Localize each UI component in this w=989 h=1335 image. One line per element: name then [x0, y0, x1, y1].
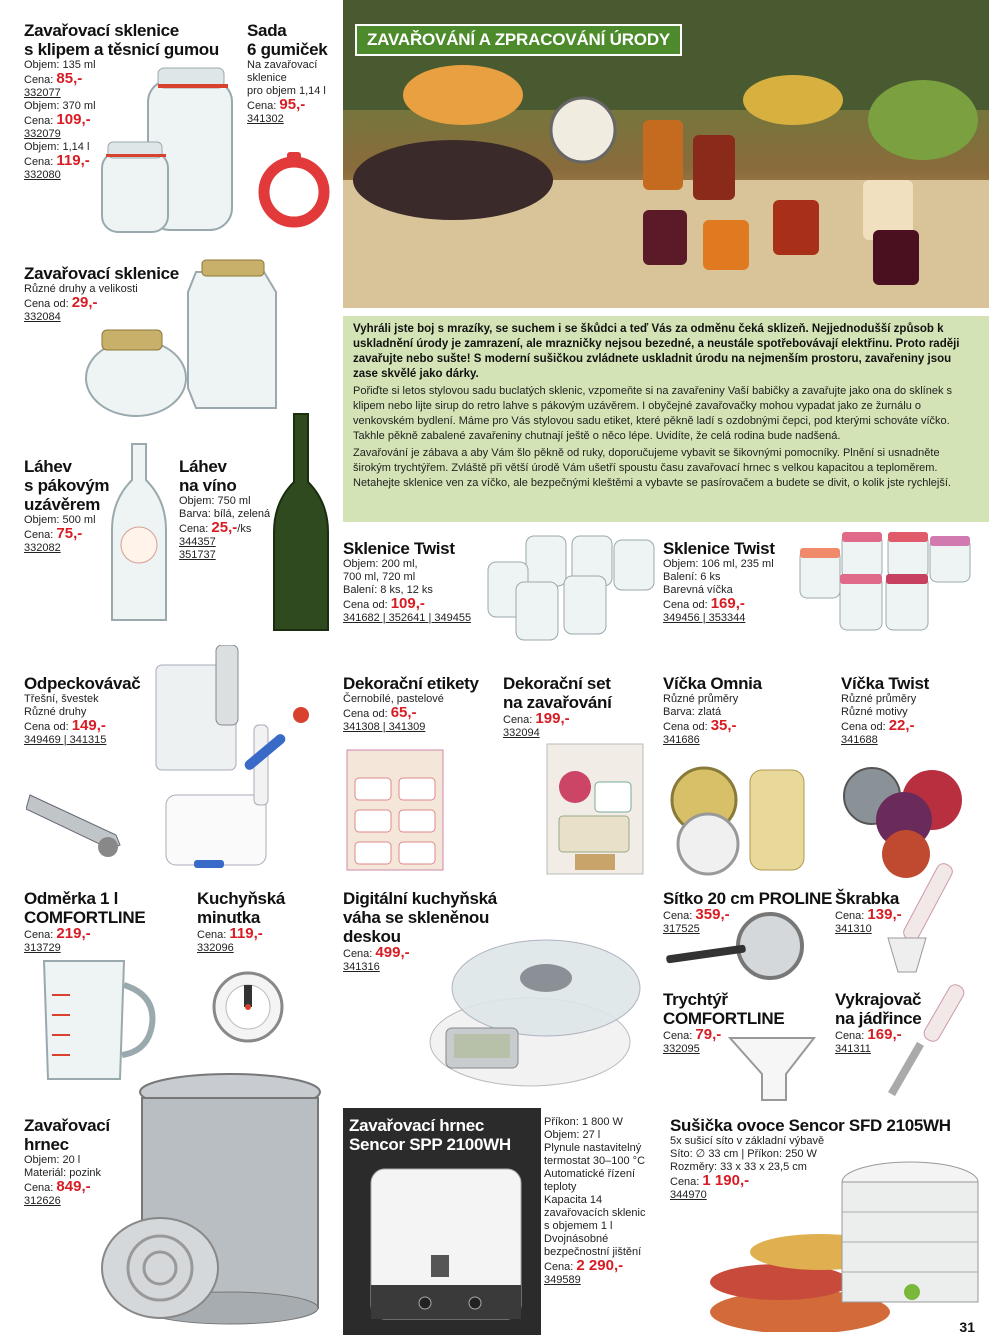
product-spec: Objem: 135 ml [24, 59, 96, 71]
product-spec: bezpečnostní jištění [544, 1246, 642, 1258]
product-spec: Objem: 370 ml [24, 100, 96, 112]
product-code[interactable]: 341686 [663, 734, 700, 746]
product-spec: Rozměry: 33 x 33 x 23,5 cm [670, 1161, 807, 1173]
product-title: na zavařování [503, 693, 612, 712]
product-spec: sklenice [247, 72, 287, 84]
price-unit: /ks [237, 523, 252, 535]
product-title: Láhev [179, 457, 227, 476]
product-code[interactable]: 332096 [197, 942, 234, 954]
product-price-row [343, 597, 471, 612]
clip-jar-image [98, 62, 238, 237]
product-spec: Objem: 750 ml [179, 495, 251, 507]
product-spec: pro objem 1,14 l [247, 85, 326, 97]
product-title: Digitální kuchyňská [343, 889, 497, 908]
product-code[interactable]: 332079 [24, 128, 61, 140]
price-value: 169,- [867, 1026, 902, 1043]
product-title: deskou [343, 927, 401, 946]
decor-set-image [545, 742, 645, 876]
product-spec: zavařovacích sklenic [544, 1207, 646, 1219]
product-code[interactable]: 332095 [663, 1043, 700, 1055]
product-price-row [24, 927, 145, 942]
intro-paragraph-2: Zavařování je zábava a aby Vám šlo pěkně od ruky, doporučujeme vybavit se šikovnými pomocníky. Plnění si usnadněte širokým trychtýřem. Zvláště při větší úrodě Vám ušetří spoustu času zavařovací hrnec s velkou kapacitou a teploměrem. Netahejte sklenice ven za víčko, ale bezpečnými kleštěmi a vybavte se pasírovačem a budete se divit, o kolik jste rychlejší. [353, 447, 951, 489]
product-spec: Barva: bílá, zelená [179, 508, 271, 520]
product-code[interactable]: 332082 [24, 542, 61, 554]
price-label: Cena: [24, 74, 57, 86]
product-price-row [343, 706, 479, 721]
corer-image [880, 982, 980, 1100]
price-value: 219,- [56, 925, 91, 942]
product-title: Trychtýř [663, 990, 728, 1009]
price-value: 35,- [710, 717, 737, 734]
product-spec: Objem: 500 ml [24, 514, 96, 526]
product-title: Dekorační etikety [343, 674, 479, 693]
product-code[interactable]: 349456 | 353344 [663, 612, 746, 624]
product-title: Sušička ovoce Sencor SFD 2105WH [670, 1116, 951, 1135]
product-price-row [663, 719, 762, 734]
product-price-row [24, 527, 109, 542]
product-title: s pákovým [24, 476, 110, 495]
product-spec: Kapacita 14 [544, 1194, 603, 1206]
labels-image [345, 748, 445, 872]
product-twist-jars-colored [663, 539, 775, 625]
product-spec: Balení: 8 ks, 12 ks [343, 584, 433, 596]
price-value: 75,- [56, 525, 83, 542]
product-title: Sítko 20 cm PROLINE [663, 889, 833, 908]
product-code[interactable]: 332094 [503, 727, 540, 739]
product-title: Zavařovací [24, 1116, 110, 1135]
price-value: 22,- [888, 717, 915, 734]
pitter-image [26, 645, 316, 877]
product-code[interactable]: 341308 | 341309 [343, 721, 426, 733]
price-value: 169,- [710, 595, 745, 612]
product-twist-lids [841, 674, 929, 747]
price-value: 1 190,- [702, 1172, 750, 1189]
product-spec: Síto: ∅ 33 cm | Příkon: 250 W [670, 1148, 817, 1160]
product-title: Víčka Omnia [663, 674, 762, 693]
price-value: 25,- [211, 519, 238, 536]
timer-image [210, 965, 286, 1045]
price-label: Cena od: [24, 721, 72, 733]
product-spec: Černobílé, pastelové [343, 693, 444, 705]
price-label: Cena od: [343, 708, 391, 720]
product-spec: Balení: 6 ks [663, 571, 721, 583]
price-label: Cena: [343, 948, 376, 960]
product-spec: Na zavařovací [247, 59, 318, 71]
price-value: 2 290,- [576, 1257, 624, 1274]
product-spec: Materiál: pozink [24, 1167, 102, 1179]
product-title: Sklenice Twist [343, 539, 455, 558]
product-title: Škrabka [835, 889, 900, 908]
price-label: Cena: [179, 523, 212, 535]
colored-twist-jars-image [798, 530, 974, 635]
product-code[interactable]: 332080 [24, 169, 61, 181]
product-title: na jádřince [835, 1009, 922, 1028]
product-title: Víčka Twist [841, 674, 930, 693]
product-title: Sklenice Twist [663, 539, 775, 558]
product-spec: Dvojnásobné [544, 1233, 609, 1245]
product-title: na víno [179, 476, 237, 495]
price-label: Cena: [544, 1261, 577, 1273]
product-spec: Plynule nastavitelný [544, 1142, 642, 1154]
product-spec: Různé druhy [24, 706, 87, 718]
price-label: Cena: [670, 1176, 703, 1188]
price-label: Cena: [835, 1030, 868, 1042]
product-rubber-rings [247, 21, 327, 126]
product-spec: Třešní, švestek [24, 693, 99, 705]
peeler-image [880, 860, 984, 978]
scale-image [420, 932, 642, 1100]
product-spec: teploty [544, 1181, 577, 1193]
product-title: s klipem a těsnicí gumou [24, 40, 219, 59]
product-title: hrnec [24, 1135, 69, 1154]
product-title: Zavařovací sklenice [24, 264, 179, 283]
price-value: 149,- [71, 717, 106, 734]
product-code[interactable]: 312626 [24, 1195, 61, 1207]
swing-bottle-image [108, 440, 170, 626]
price-label: Cena: [835, 910, 868, 922]
product-spec: Příkon: 1 800 W [544, 1116, 623, 1128]
price-label: Cena od: [841, 721, 889, 733]
product-spec: Automatické řízení [544, 1168, 636, 1180]
rubber-ring-image [255, 150, 333, 230]
product-title: 6 gumiček [247, 40, 328, 59]
product-title: Zavařovací hrnec [349, 1116, 485, 1135]
price-label: Cena od: [24, 298, 72, 310]
product-code[interactable]: 341316 [343, 961, 380, 973]
canning-pot-image [90, 1068, 334, 1330]
product-price-row [179, 521, 270, 536]
product-wine-bottle [179, 457, 270, 562]
product-title: váha se skleněnou [343, 908, 490, 927]
product-omnia-lids [663, 674, 762, 747]
price-value: 65,- [390, 704, 417, 721]
price-value: 119,- [56, 152, 90, 169]
page-number: 31 [959, 1319, 975, 1335]
price-value: 359,- [695, 906, 730, 923]
product-title: Odměrka 1 l [24, 889, 119, 908]
product-code[interactable]: 341302 [247, 113, 284, 125]
price-label: Cena: [24, 156, 57, 168]
product-price-row [197, 927, 285, 942]
product-price-row [503, 712, 612, 727]
funnel-image [726, 1030, 818, 1102]
product-spec: 700 ml, 720 ml [343, 571, 416, 583]
product-code[interactable]: 332084 [24, 311, 61, 323]
product-spec: Objem: 20 l [24, 1154, 81, 1166]
price-label: Cena: [503, 714, 536, 726]
product-price-row [841, 719, 929, 734]
dehydrator-image [700, 1142, 982, 1332]
price-value: 109,- [390, 595, 425, 612]
twist-jars-image [486, 532, 656, 644]
product-code[interactable]: 344970 [670, 1189, 707, 1201]
product-title: Odpeckovávač [24, 674, 141, 693]
product-spec: Různé druhy a velikosti [24, 283, 138, 295]
price-label: Cena od: [343, 599, 391, 611]
product-measuring-jug [24, 889, 145, 955]
intro-paragraph-1: Pořiďte si letos stylovou sadu buclatých sklenic, vzpomeňte si na zavařeniny Vaší babičky a zavařujte jako ona do sklínek s klipem nebo lijte sirup do retro lahve s pákovým uzávěrem. I obyčejné zavařovačky mohou vypadat jako ze žurnálu o venkovském bydlení. Máme pro Vás stylovou sadu etiket, které pěkně ladí s ozdobnými čepci, pod kterými schováte víčko. Takhle pěkně zabalené zavařeniny chutnají ještě o něco lépe. Uvidíte, že celá rodina bude nadšená. [353, 385, 953, 442]
product-code[interactable]: 313729 [24, 942, 61, 954]
price-label: Cena: [24, 929, 57, 941]
product-spec: 5x sušicí síto v základní výbavě [670, 1135, 825, 1147]
price-label: Cena: [24, 1182, 57, 1194]
product-spec: Různé průměry [841, 693, 917, 705]
price-value: 199,- [535, 710, 570, 727]
price-label: Cena: [663, 910, 696, 922]
jars-image [84, 258, 289, 420]
product-code[interactable]: 341682 | 352641 | 349455 [343, 612, 472, 624]
price-value: 79,- [695, 1026, 722, 1043]
product-code[interactable]: 317525 [663, 923, 700, 935]
product-spec: Objem: 1,14 l [24, 141, 90, 153]
product-spec: Různé průměry [663, 693, 739, 705]
product-title: Kuchyňská [197, 889, 286, 908]
product-twist-jars [343, 539, 471, 625]
product-title: Sada [247, 21, 287, 40]
product-code[interactable]: 341311 [835, 1043, 871, 1055]
section-banner: ZAVAŘOVÁNÍ A ZPRACOVÁNÍ ÚRODY [355, 24, 682, 56]
intro-box [343, 316, 989, 522]
product-title: Sencor SPP 2100WH [349, 1135, 511, 1154]
product-spec: Barevná víčka [663, 584, 733, 596]
measuring-jug-image [24, 955, 158, 1085]
product-spec: termostat 30–100 °C [544, 1155, 646, 1167]
price-value: 109,- [56, 111, 91, 128]
price-label: Cena od: [663, 599, 711, 611]
price-value: 849,- [56, 1178, 91, 1195]
product-code[interactable]: 351737 [179, 549, 216, 561]
product-price-row [663, 597, 775, 612]
product-sencor-pot-specs [544, 1116, 646, 1287]
product-title: minutka [197, 908, 261, 927]
product-sencor-pot-title [349, 1116, 511, 1154]
price-label: Cena: [247, 100, 280, 112]
product-code[interactable]: 341310 [835, 923, 872, 935]
product-title: Vykrajovač [835, 990, 922, 1009]
product-spec: Objem: 106 ml, 235 ml [663, 558, 774, 570]
product-timer [197, 889, 285, 955]
sencor-pot-image [345, 1155, 541, 1333]
product-title: COMFORTLINE [663, 1009, 785, 1028]
product-code[interactable]: 349469 | 341315 [24, 734, 107, 746]
product-decor-set [503, 674, 612, 740]
sieve-image [666, 910, 812, 986]
price-value: 499,- [375, 944, 410, 961]
product-spec: Různé motivy [841, 706, 908, 718]
omnia-lids-image [666, 760, 808, 878]
price-value: 139,- [867, 906, 902, 923]
product-title: COMFORTLINE [24, 908, 146, 927]
price-label: Cena: [24, 529, 57, 541]
product-labels [343, 674, 479, 734]
product-swing-bottle [24, 457, 109, 555]
product-code[interactable]: 349589 [544, 1274, 581, 1286]
price-value: 119,- [229, 925, 263, 942]
price-label: Cena: [24, 115, 57, 127]
product-spec: Objem: 27 l [544, 1129, 601, 1141]
product-title: Dekorační set [503, 674, 611, 693]
price-label: Cena: [197, 929, 230, 941]
product-code[interactable]: 344357 [179, 536, 216, 548]
price-label: Cena: [663, 1030, 696, 1042]
product-spec: Objem: 200 ml, [343, 558, 418, 570]
price-value: 95,- [279, 96, 306, 113]
price-value: 85,- [56, 70, 83, 87]
product-spec: s objemem 1 l [544, 1220, 613, 1232]
product-price-row [544, 1259, 646, 1274]
intro-lead: Vyhráli jste boj s mrazíky, se suchem i se škůdci a teď Vás za odměnu čeká sklizeň. Nejjednodušší způsob k uskladnění úrody je zamrazení, ale mrazničky nejsou bezedné, a neustále spotřebovávají elektřinu. Proto raději zavařujte nebo sušte! S moderní sušičkou zvládnete uskladnit úrodu na nejmenším prostoru, zavařeniny jsou zase skvělé jako dárky. [353, 323, 960, 380]
product-code[interactable]: 341688 [841, 734, 878, 746]
wine-bottle-image [270, 412, 332, 634]
product-spec: Barva: zlatá [663, 706, 722, 718]
price-label: Cena od: [663, 721, 711, 733]
product-title: Zavařovací sklenice [24, 21, 179, 40]
price-value: 29,- [71, 294, 98, 311]
product-price-row [247, 98, 327, 113]
product-code[interactable]: 332077 [24, 87, 61, 99]
product-title: Láhev [24, 457, 72, 476]
product-title: uzávěrem [24, 495, 101, 514]
